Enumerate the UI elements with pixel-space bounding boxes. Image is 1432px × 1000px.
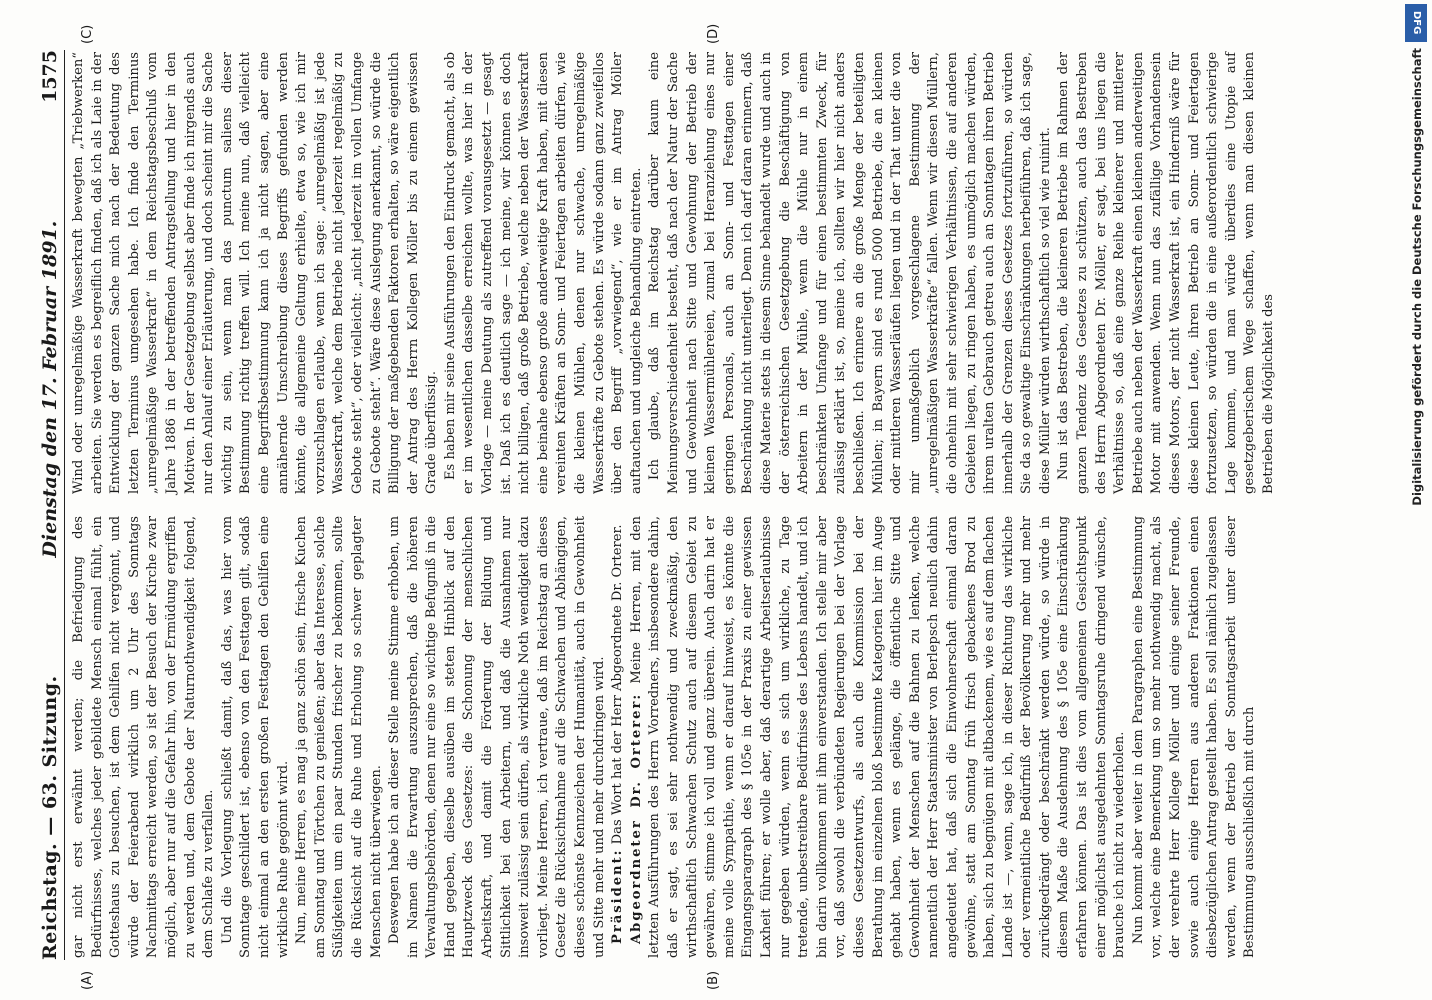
margin-marker-b: (B) [706,970,721,990]
president-speaker: Präsident: [610,848,626,944]
page-number: 1575 [39,50,61,103]
header-left: Reichstag. — 63. Sitzung. [39,675,61,960]
digitization-credit [1398,0,1432,1000]
left-paragraph: gar nicht erst erwähnt werden; die Befriedigung des Bedürfnisses, welches jeder gebildete Mensch einmal fühlt, ein Gotteshaus zu besuchen, ist dem Gehilfen nicht vergönnt, und würde der Feierabend wirklich um 2 Uhr des Sonntags Nachmittags erreicht werden, so ist der Besuch der Kirche zwar möglich, aber nur auf die Gefahr hin, von der Ermüdung ergriffen zu werden und, dem Gebote der Naturnothwendigkeit folgend, dem Schlafe zu verfallen. [71,516,217,958]
dfg-logo: DFG [1405,4,1427,42]
orterer-text: Meine Herren, mit den letzten Ausführungen des Herrn Vorredners, insbesondere dahin, daß er sagt, es sei sehr nothwendig und zweckmäßig, den wirthschaftlich Schwachen Schutz auch auf diesem Gebiet zu gewähren, stimme ich voll und ganz überein. Auch darin hat er meine volle Sympathie, wenn er darauf hinweist, es könnte die Eingangsparagraph des § 105e in der Praxis zu einer gewissen Laxheit führen; er wolle aber, daß derartige Arbeitserlaubnisse nur gegeben würden, wenn es sich um wirkliche, zu Tage tretende, unbestreitbare Bedürfnisse des Lebens handelt, und ich bin darin vollkommen mit ihm einverstanden. Ich stelle mir aber vor, daß sowohl die verbündeten Regierungen bei der Vorlage dieses Gesetzentwurfs, als auch die Kommission bei der Berathung im einzelnen bloß bestimmte Kategorien hier im Auge gehabt haben, wenn es gelänge, die öffentliche Sitte und Gewohnheit der Menschen auf die Bahnen zu lenken, welche namentlich der Herr Staatsminister von Berlepsch neulich dahin angedeutet hat, daß sich die Einwohnerschaft einmal daran gewöhne, statt am Sonntag früh frisch gebackenes Brod zu haben, sich zu begnügen mit altbackenem, wie es auf dem flachen Lande ist —, wenn, sage ich, in dieser Richtung das wirkliche oder vermeintliche Bedürfniß der Bevölkerung mehr und mehr zurückgedrängt oder beschränkt werden würde, so würde in diesem Maße die Ausdehnung des § 105e eine Einschränkung erfahren können. Das ist dies vom allgemeinen Gesichtspunkt einer möglichst ausgedehnten Sonntagsruhe dringend wünsche, brauche ich nicht zu wiederholen. [628,516,1128,958]
right-paragraph: Ich glaube, daß im Reichstag darüber kaum eine Meinungsverschiedenheit besteht, daß nach der Natur der Sache und Gewohnheit nach Sitte und Gewohnung der Betrieb der kleinen Wassermühlereien, zumal bei Heranziehung eines nur geringen Personals, auch an Sonn- und Festtagen einer Beschränkung nicht unterliegt. Denn ich darf daran erinnern, daß diese Materie stets in diesem Sinne behandelt wurde und auch in der österreichischen Gesetzgebung die Beschäftigung von Arbeitern in der Mühle, wenn die Mühle nur in einem beschränkten Umfange und für einen bestimmten Zweck, für zulässig erklärt ist, so, meine ich, sollten wir hier nicht anders beschließen. Ich erinnere an die große Menge der beteiligten Mühlen; in Bayern sind es rund 5000 Betriebe, die an kleinen oder mittleren Wasserläufen liegen und in der That unter die von mir unmaßgeblich vorgeschlagene Bestimmung der „unregelmäßigen Wasserkräfte“ fallen. Wenn wir diesen Müllern, die ohnehin mit sehr schwierigen Verhältnissen, die auf anderen Gebieten liegen, zu ringen haben, es unmöglich machen würden, ihrem uralten Gebrauch getreu auch an Sonntagen ihren Betrieb innerhalb der Grenzen dieses Gesetzes fortzuführen, so würden Sie da so gewaltige Einschränkungen herbeiführen, daß ich sage, diese Müller würden wirthschaftlich so viel wie ruinirt. [647,52,1053,494]
rotated-document-page [0,10,1385,1000]
president-line [609,516,628,958]
margin-marker-d: (D) [706,23,721,44]
right-paragraph: Es haben mir seine Ausführungen den Eindruck gemacht, als ob er im wesentlichen dasselbe erreichen wollte, was hier in der Vorlage — meine Deutung als zutreffend vorausgesetzt — gesagt ist. Daß ich es deutlich sage — ich meine, wir können es doch nicht billigen, daß große Betriebe, welche neben der Wasserkraft eine beinahe ebenso große anderweitige Kraft haben, mit diesen vereinten Kräften an Sonn- und Feiertagen arbeiten dürfen, wie die kleinen Mühlen, denen nur schwache, unregelmäßige Wasserkräfte zu Gebote stehen. Es würde sodann ganz zweifellos über den Begriff „vorwiegend“, wie er im Antrag Möller auftauchen und ungleiche Behandlung eintreten. [442,52,644,494]
orterer-paragraph: Nun kommt aber weiter in dem Paragraphen eine Bestimmung vor, welche eine Bemerkung um so mehr nothwendig macht, als der verehrte Herr Kollege Möller und einige seiner Freunde, sowie auch einige Herren aus anderen Fraktionen einen diesbezüglichen Antrag gestellt haben. Es soll nämlich zugelassen werden, wenn der Betrieb der Sonntagsarbeit unter dieser Bestimmung ausschließlich mit durch [1130,516,1258,958]
right-column [70,52,1279,494]
orterer-speaker: Abgeordneter Dr. Orterer: [628,692,644,944]
left-paragraph: Deswegen habe ich an dieser Stelle meine Stimme erhoben, um im Namen die Erwartung auszusprechen, daß die höheren Verwaltungsbehörden, denen nur eine so wichtige Befugniß in die Hand gegeben, dieselbe ausüben im steten Hinblick auf den Hauptzweck des Gesetzes: die Schonung der menschlichen Arbeitskraft, und damit die Förderung der Bildung und Sittlichkeit bei den Arbeitern, und daß die Ausnahmen nur insoweit zulässig sein dürfen, als wirkliche Noth wendigkeit dazu vorliegt. Meine Herren, ich vertraue, daß im Reichstag an dieses Gesetz die Rücksichtnahme auf die Schwachen und Abhängigen, dieses schönste Kennzeichen der Humanität, auch in Gewohnheit und Sitte mehr und mehr durchdringen wird. [387,516,607,958]
left-paragraph: Nun, meine Herren, es mag ja ganz schön sein, frische Kuchen am Sonntag und Törtchen zu genießen; aber das Interesse, solche Süßigkeiten um ein paar Stunden frischer zu bekommen, sollte die Rücksicht auf die Ruhe und Erholung so schwer geplagter Menschen nicht überwiegen. [294,516,384,958]
credit-text: Digitalisierung gefördert durch die Deutsche Forschungsgemeinschaft [1410,48,1424,506]
header-rule [64,50,65,960]
margin-marker-a: (A) [80,970,95,990]
left-paragraph: Und die Vorlegung schließt damit, daß das, was hier vom Sonntage geschildert ist, ebenso von den Festtagen gilt, sodaß nicht einmal an den ersten großen Festtagen den Gehilfen eine wirkliche Ruhe gegönnt wird. [219,516,291,958]
margin-marker-c: (C) [80,24,95,44]
orterer-paragraph [628,516,1130,958]
president-text: Das Wort hat der Herr Abgeordnete Dr. Orterer. [610,524,626,845]
header-date: Dienstag den 17. Februar 1891. [39,220,61,558]
right-paragraph: Wind oder unregelmäßige Wasserkraft bewegten „Triebwerken“ arbeiten. Sie werden es begreiflich finden, daß ich als Laie in der Entwicklung der ganzen Sache mich nach der Bedeutung des letzten Terminus umgesehen habe. Ich finde den Terminus „unregelmäßige Wasserkraft“ in dem Reichstagsbeschluß vom Jahre 1886 in der betreffenden Antragstellung und hier in den Motiven. In der Gesetzgebung selbst aber finde ich nirgends auch nur den Anlauf einer Erläuterung, und doch scheint mir die Sache wichtig zu sein, wenn man das punctum saliens dieser Bestimmung richtig treffen will. Ich meine nun, daß vielleicht eine Begriffsbestimmung kann ich ja nicht sagen, aber eine annähernde Umschreibung dieses Begriffs gefunden werden könnte, die allgemeine Geltung erhielte, etwa so, wie ich mir vorzuschlagen erlaube, wenn ich sage: „unregelmäßig ist jede Wasserkraft, welche dem Betriebe nicht jederzeit regelmäßig zu Gebote steht“, oder vielleicht: „nicht jederzeit im vollen Umfange zu Gebote steht“. Wäre diese Auslegung anerkannt, so würde die Billigung der maßgebenden Faktoren erhalten, so wäre eigentlich der Antrag des Herrn Kollegen Möller bis zu einem gewissen Grade überflüssig. [71,52,440,494]
right-paragraph: Nun ist das Bestreben, die kleineren Betriebe im Rahmen der ganzen Tendenz des Gesetzes zu schützen, auch das Bestreben des Herrn Abgeordneten Dr. Möller, er sagt, bei uns liegen die Verhältnisse so, daß eine ganze Reihe kleinerer und mittlerer Betriebe auch neben der Wasserkraft einen kleinen anderweitigen Motor mit anwenden. Wenn nun das zufällige Vorhandensein dieses Motors, der nicht Wasserkraft ist, ein Hinderniß wäre für diese kleinen Leute, ihren Betrieb an Sonn- und Feiertagen fortzusetzen, so würden die in eine außerordentlich schwierige Lage kommen, und man würde überdies eine Utopie auf gesetzgeberischem Wege schaffen, wenn man diesen kleinen Betrieben die Möglichkeit des [1056,52,1276,494]
left-column [70,516,1260,958]
page-header [38,50,62,960]
